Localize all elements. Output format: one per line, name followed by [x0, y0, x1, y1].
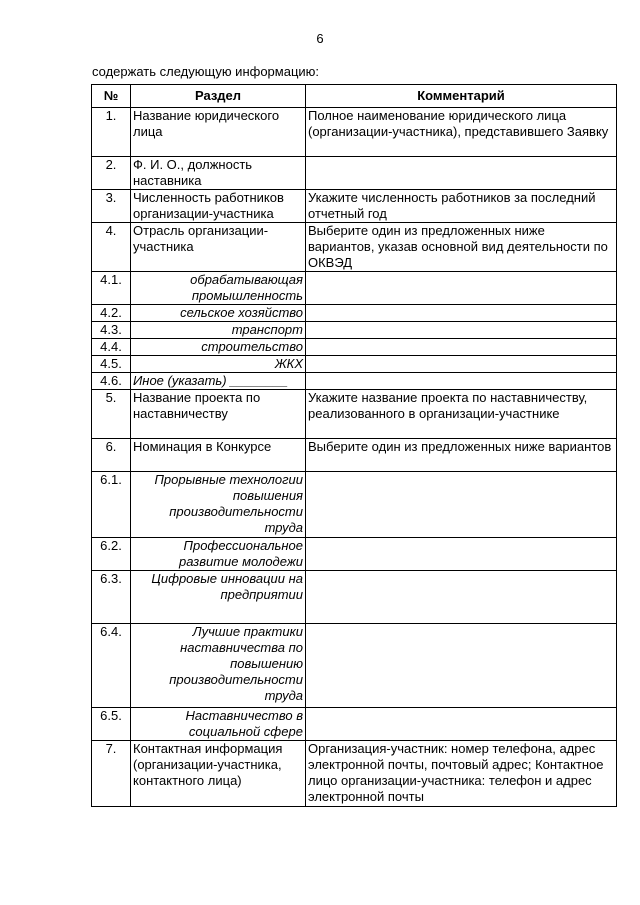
header-number: № [92, 85, 131, 108]
row-comment [306, 571, 617, 624]
row-comment [306, 373, 617, 390]
table-row [92, 339, 617, 356]
row-section: Название проекта по наставничеству [131, 390, 306, 439]
row-number: 6.1. [92, 472, 131, 538]
row-section: ЖКХ [131, 356, 306, 373]
row-comment: Выберите один из предложенных ниже вариантов [306, 439, 617, 472]
row-section: Профессиональное развитие молодежи [131, 538, 306, 571]
table-row [92, 272, 617, 305]
row-number: 3. [92, 190, 131, 223]
table-row [92, 571, 617, 624]
page-number: 6 [316, 31, 324, 46]
intro-text: содержать следующую информацию: [92, 64, 320, 79]
row-number: 4.4. [92, 339, 131, 356]
row-section: Ф. И. О., должность наставника [131, 157, 306, 190]
row-section: транспорт [131, 322, 306, 339]
row-comment: Организация-участник: номер телефона, адрес электронной почты, почтовый адрес; Контактное лицо организации-участника: телефон и адрес электронной почты [306, 741, 617, 807]
row-comment [306, 356, 617, 373]
row-comment [306, 157, 617, 190]
row-number: 4.2. [92, 305, 131, 322]
row-comment: Полное наименование юридического лица (организации-участника), представившего Заявку [306, 108, 617, 157]
row-section: Отрасль организации-участника [131, 223, 306, 272]
table-row [92, 439, 617, 472]
row-number: 4.3. [92, 322, 131, 339]
row-comment [306, 322, 617, 339]
row-comment [306, 538, 617, 571]
row-section: Лучшие практики наставничества по повышению производительности труда [131, 624, 306, 708]
row-section: обрабатывающая промышленность [131, 272, 306, 305]
row-comment: Выберите один из предложенных ниже вариантов, указав основной вид деятельности по ОКВЭД [306, 223, 617, 272]
row-comment [306, 272, 617, 305]
table-row [92, 157, 617, 190]
row-number: 4. [92, 223, 131, 272]
row-section: строительство [131, 339, 306, 356]
row-comment [306, 472, 617, 538]
table-row [92, 472, 617, 538]
row-section: Прорывные технологии повышения производительности труда [131, 472, 306, 538]
row-number: 6.5. [92, 708, 131, 741]
table-row [92, 190, 617, 223]
table-row [92, 708, 617, 741]
row-comment [306, 339, 617, 356]
row-comment: Укажите название проекта по наставничеству, реализованного в организации-участнике [306, 390, 617, 439]
table-row [92, 624, 617, 708]
row-comment [306, 624, 617, 708]
row-number: 6.2. [92, 538, 131, 571]
row-comment [306, 708, 617, 741]
row-comment [306, 305, 617, 322]
table-row [92, 373, 617, 390]
row-section: Численность работников организации-участника [131, 190, 306, 223]
row-number: 7. [92, 741, 131, 807]
table-row [92, 305, 617, 322]
row-section: Иное (указать) ________ [131, 373, 306, 390]
row-number: 5. [92, 390, 131, 439]
row-section: сельское хозяйство [131, 305, 306, 322]
application-form-table [91, 84, 617, 807]
row-number: 6.3. [92, 571, 131, 624]
row-section: Контактная информация (организации-участника, контактного лица) [131, 741, 306, 807]
header-section: Раздел [131, 85, 306, 108]
row-number: 4.1. [92, 272, 131, 305]
row-section: Номинация в Конкурсе [131, 439, 306, 472]
header-comment: Комментарий [306, 85, 617, 108]
row-number: 2. [92, 157, 131, 190]
table-row [92, 223, 617, 272]
row-number: 6. [92, 439, 131, 472]
table-header-row [92, 85, 617, 108]
row-number: 1. [92, 108, 131, 157]
table-row [92, 741, 617, 807]
row-number: 4.5. [92, 356, 131, 373]
table-row [92, 108, 617, 157]
row-section: Наставничество в социальной сфере [131, 708, 306, 741]
table-row [92, 322, 617, 339]
row-number: 6.4. [92, 624, 131, 708]
row-section: Цифровые инновации на предприятии [131, 571, 306, 624]
row-number: 4.6. [92, 373, 131, 390]
table-row [92, 390, 617, 439]
row-comment: Укажите численность работников за последний отчетный год [306, 190, 617, 223]
table-row [92, 538, 617, 571]
row-section: Название юридического лица [131, 108, 306, 157]
table-row [92, 356, 617, 373]
